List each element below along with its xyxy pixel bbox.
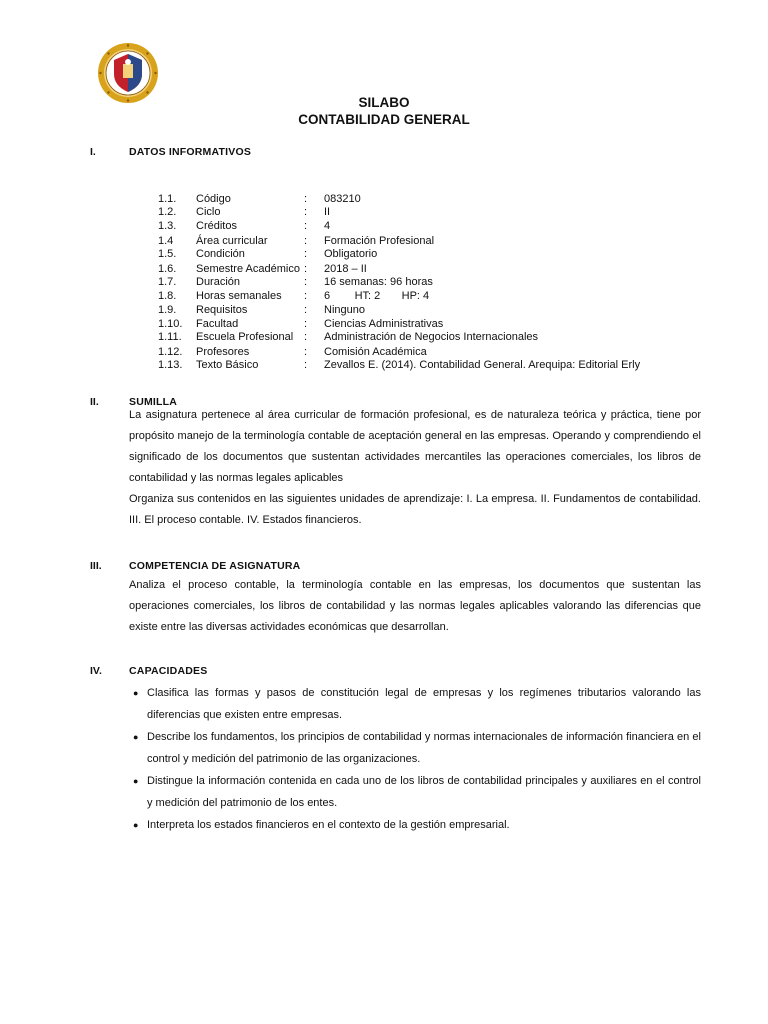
info-label: Horas semanales: [196, 290, 282, 302]
info-value: Ciencias Administrativas: [324, 318, 444, 330]
competencia-paragraph: Analiza el proceso contable, la terminología contable en las empresas, los documentos que sustentan las operaciones comerciales, los libros de contabilidad y las normas legales aplicables valorando las diferencias que existe entre las diversas actividades económicas que desarrollan.: [129, 579, 701, 633]
info-colon: :: [304, 290, 308, 302]
info-colon: :: [304, 346, 308, 358]
info-colon: :: [304, 276, 308, 288]
section-number-4: IV.: [90, 665, 102, 677]
info-value: Zevallos E. (2014). Contabilidad General. Arequipa: Editorial Erly: [324, 359, 641, 371]
info-colon: :: [304, 318, 308, 330]
info-number: 1.5.: [158, 248, 177, 260]
info-value: Ninguno: [324, 304, 365, 316]
info-colon: :: [304, 235, 308, 247]
info-value: 083210: [324, 193, 361, 205]
info-colon: :: [304, 248, 308, 260]
info-label: Facultad: [196, 318, 239, 330]
info-label: Profesores: [196, 346, 250, 358]
info-colon: :: [304, 220, 308, 232]
info-label: Duración: [196, 276, 241, 288]
info-number: 1.9.: [158, 304, 177, 316]
info-label: Texto Básico: [196, 359, 259, 371]
capacidad-text: Clasifica las formas y pasos de constitución legal de empresas y los regímenes tributarios valorando las diferencias que existen entre empresas.: [147, 687, 701, 721]
info-number: 1.7.: [158, 276, 177, 288]
info-number: 1.11.: [158, 331, 182, 343]
info-label: Créditos: [196, 220, 237, 232]
info-value: 2018 – II: [324, 263, 367, 275]
section-title-capacidades: CAPACIDADES: [129, 665, 208, 677]
info-value: 4: [324, 220, 331, 232]
info-number: 1.2.: [158, 206, 177, 218]
info-label: Requisitos: [196, 304, 248, 316]
capacidades-list: [131, 683, 701, 838]
capacidad-text: Describe los fundamentos, los principios de contabilidad y normas internacionales de información financiera en el control y medición del patrimonio de las organizaciones.: [147, 731, 701, 765]
info-colon: :: [304, 304, 308, 316]
info-value: II: [324, 206, 331, 218]
info-value: Administración de Negocios Internacionales: [324, 331, 539, 343]
info-number: 1.1.: [158, 193, 177, 205]
info-label: Código: [196, 193, 231, 205]
sumilla-units-paragraph: Organiza sus contenidos en las siguientes unidades de aprendizaje: I. La empresa. II. Fundamentos de contabilidad. III. El proceso contable. IV. Estados financieros.: [129, 493, 701, 526]
section-number-1: I.: [90, 146, 96, 158]
list-item: [131, 727, 701, 770]
info-number: 1.13.: [158, 359, 183, 371]
info-number: 1.8.: [158, 290, 177, 302]
info-colon: :: [304, 331, 308, 343]
info-colon: :: [304, 193, 308, 205]
section-title-sumilla: SUMILLA: [129, 396, 178, 408]
list-item: [131, 815, 701, 837]
section-title-competencia: COMPETENCIA DE ASIGNATURA: [129, 560, 301, 572]
info-label: Semestre Académico: [196, 263, 300, 275]
list-item: [131, 771, 701, 814]
info-value: Formación Profesional: [324, 235, 435, 247]
info-colon: :: [304, 359, 308, 371]
list-item: [131, 683, 701, 726]
info-value: Obligatorio: [324, 248, 378, 260]
section-number-2: II.: [90, 396, 99, 408]
info-label: Condición: [196, 248, 245, 260]
info-number: 1.4: [158, 235, 174, 247]
info-label: Área curricular: [196, 235, 268, 247]
info-number: 1.6.: [158, 263, 177, 275]
info-number: 1.10.: [158, 318, 183, 330]
info-value: Comisión Académica: [324, 346, 427, 358]
bullet-icon: ●: [133, 820, 139, 830]
info-colon: :: [304, 206, 308, 218]
bullet-icon: ●: [133, 732, 139, 742]
capacidad-text: Interpreta los estados financieros en el contexto de la gestión empresarial.: [147, 819, 510, 831]
info-value: 6 HT: 2 HP: 4: [324, 290, 430, 302]
bullet-icon: ●: [133, 776, 139, 786]
info-value: 16 semanas: 96 horas: [324, 276, 433, 288]
section-number-3: III.: [90, 560, 102, 572]
section-title-datos: DATOS INFORMATIVOS: [129, 146, 252, 158]
sumilla-paragraph: La asignatura pertenece al área curricular de formación profesional, es de naturaleza teórica y práctica, tiene por propósito manejo de la terminología contable de aceptación general en las empresas. Operando y comprendiendo el significado de los documentos que sustentan actividades mercantiles las operaciones comerciales, los libros de contabilidad y las normas legales aplicables: [129, 409, 701, 484]
capacidad-text: Distingue la información contenida en cada uno de los libros de contabilidad principales y auxiliares en el control y medición del patrimonio de los entes.: [147, 775, 701, 809]
document-subtitle: CONTABILIDAD GENERAL: [298, 112, 470, 127]
info-label: Ciclo: [196, 206, 221, 218]
info-colon: :: [304, 263, 308, 275]
document-title: SILABO: [358, 95, 410, 110]
info-number: 1.12.: [158, 346, 183, 358]
info-number: 1.3.: [158, 220, 177, 232]
info-label: Escuela Profesional: [196, 331, 294, 343]
bullet-icon: ●: [133, 688, 139, 698]
